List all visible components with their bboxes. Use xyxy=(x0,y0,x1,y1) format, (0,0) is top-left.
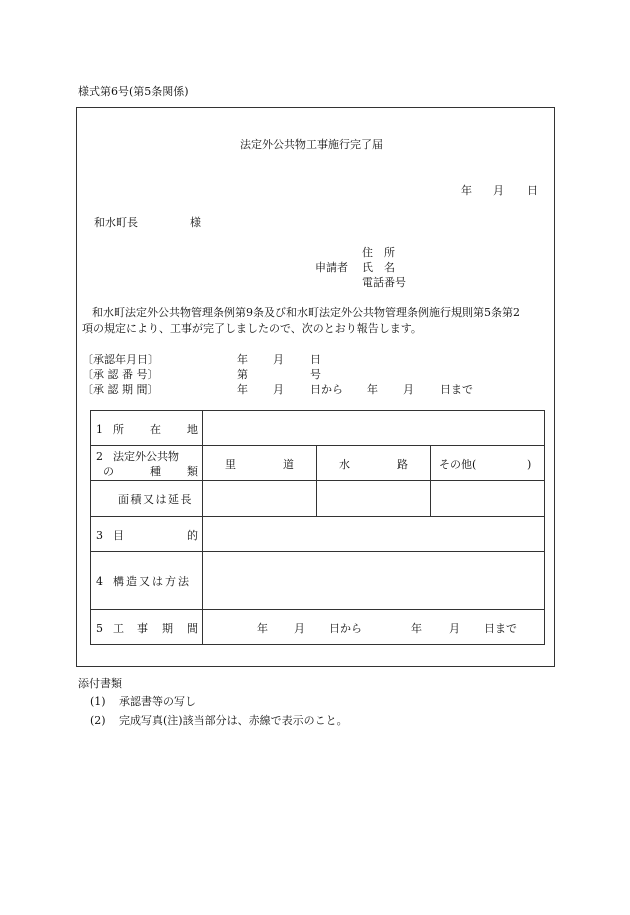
table-row-period xyxy=(91,610,545,645)
attachments-heading: 添付書類 xyxy=(78,677,122,690)
row1-number: 1 xyxy=(96,423,103,436)
location-label-cell xyxy=(91,411,203,446)
type-other-cell xyxy=(431,446,545,481)
type-road-michi: 道 xyxy=(283,458,294,471)
purpose-value-cell[interactable] xyxy=(203,517,545,552)
attachment-1-number: (1) xyxy=(90,695,106,708)
applicant-name-label: 氏 名 xyxy=(362,261,395,274)
area-label-cell xyxy=(91,481,203,517)
approval-date-day: 日 xyxy=(310,353,321,366)
approval-period-from: 日から xyxy=(310,383,343,396)
period-value-cell[interactable] xyxy=(203,610,545,645)
date-year: 年 xyxy=(461,184,472,197)
row2-label-bot-a: の xyxy=(103,465,114,478)
period-year1: 年 xyxy=(257,622,268,635)
row5-label-b: 事 xyxy=(137,622,148,635)
body-text-line2: 項の規定により、工事が完了しましたので、次のとおり報告します。 xyxy=(82,322,422,335)
type-waterway-ro: 路 xyxy=(397,458,408,471)
approval-date-year: 年 xyxy=(237,353,248,366)
type-waterway-mizu: 水 xyxy=(339,458,350,471)
table-row-location xyxy=(91,411,545,446)
attachment-2-text: 完成写真(注)該当部分は、赤線で表示のこと。 xyxy=(119,714,348,727)
period-until: 日まで xyxy=(484,622,517,635)
row2-label-top: 法定外公共物 xyxy=(113,450,179,463)
table-row-purpose xyxy=(91,517,545,552)
row5-label-c: 期 xyxy=(162,622,173,635)
type-label-cell xyxy=(91,446,203,481)
table-row-structure xyxy=(91,552,545,610)
approval-period-year2: 年 xyxy=(367,383,378,396)
approval-number-label: 〔承 認 番 号〕 xyxy=(82,368,159,381)
period-label-cell xyxy=(91,610,203,645)
row3-number: 3 xyxy=(96,529,103,542)
row2-label-bot-b: 種 xyxy=(150,465,161,478)
document-title: 法定外公共物工事施行完了届 xyxy=(240,138,383,151)
row2-number: 2 xyxy=(96,450,103,463)
row5-label-a: 工 xyxy=(113,622,124,635)
approval-period-until: 日まで xyxy=(440,383,473,396)
location-value-cell[interactable] xyxy=(203,411,545,446)
row2b-label: 面積又は延長 xyxy=(118,493,193,506)
area-other-value[interactable] xyxy=(431,481,545,517)
approval-period-month2: 月 xyxy=(403,383,414,396)
period-month1: 月 xyxy=(294,622,305,635)
date-month: 月 xyxy=(493,184,504,197)
attachment-2-number: (2) xyxy=(90,714,106,727)
type-other-label: その他( xyxy=(439,458,477,471)
period-month2: 月 xyxy=(449,622,460,635)
row2-label-bot-c: 類 xyxy=(187,465,198,478)
row1-label-a: 所 xyxy=(113,423,124,436)
row5-label-d: 間 xyxy=(187,622,198,635)
row4-label: 構造又は方法 xyxy=(113,575,191,588)
row4-number: 4 xyxy=(96,575,103,588)
approval-number-prefix: 第 xyxy=(237,368,248,381)
row1-label-b: 在 xyxy=(150,423,161,436)
applicant-address-label: 住 所 xyxy=(362,246,395,259)
period-year2: 年 xyxy=(411,622,422,635)
date-day: 日 xyxy=(527,184,538,197)
approval-period-month1: 月 xyxy=(273,383,284,396)
table-row-type xyxy=(91,446,545,481)
row3-label-a: 目 xyxy=(113,529,124,542)
row5-number: 5 xyxy=(96,622,103,635)
type-road-sato: 里 xyxy=(225,458,236,471)
purpose-label-cell xyxy=(91,517,203,552)
body-text-line1: 和水町法定外公共物管理条例第9条及び和水町法定外公共物管理条例施行規則第5条第2 xyxy=(92,306,520,319)
approval-period-label: 〔承 認 期 間〕 xyxy=(82,383,159,396)
structure-value-cell[interactable] xyxy=(203,552,545,610)
addressee-name: 和水町長 xyxy=(94,216,138,229)
type-waterway-cell xyxy=(317,446,431,481)
applicant-phone-label: 電話番号 xyxy=(362,276,406,289)
details-table xyxy=(90,410,545,645)
row1-label-c: 地 xyxy=(187,423,198,436)
area-waterway-value[interactable] xyxy=(317,481,431,517)
type-road-cell xyxy=(203,446,317,481)
approval-number-suffix: 号 xyxy=(310,368,321,381)
approval-date-month: 月 xyxy=(273,353,284,366)
row3-label-b: 的 xyxy=(187,529,198,542)
applicant-role: 申請者 xyxy=(315,261,348,274)
type-other-close: ) xyxy=(527,458,532,471)
table-row-area xyxy=(91,481,545,517)
attachment-1-text: 承認書等の写し xyxy=(119,695,196,708)
period-from: 日から xyxy=(329,622,362,635)
structure-label-cell xyxy=(91,552,203,610)
approval-date-label: 〔承認年月日〕 xyxy=(82,353,159,366)
approval-period-year1: 年 xyxy=(237,383,248,396)
addressee-honorific: 様 xyxy=(190,216,201,229)
area-road-value[interactable] xyxy=(203,481,317,517)
form-number: 様式第6号(第5条関係) xyxy=(78,85,189,98)
